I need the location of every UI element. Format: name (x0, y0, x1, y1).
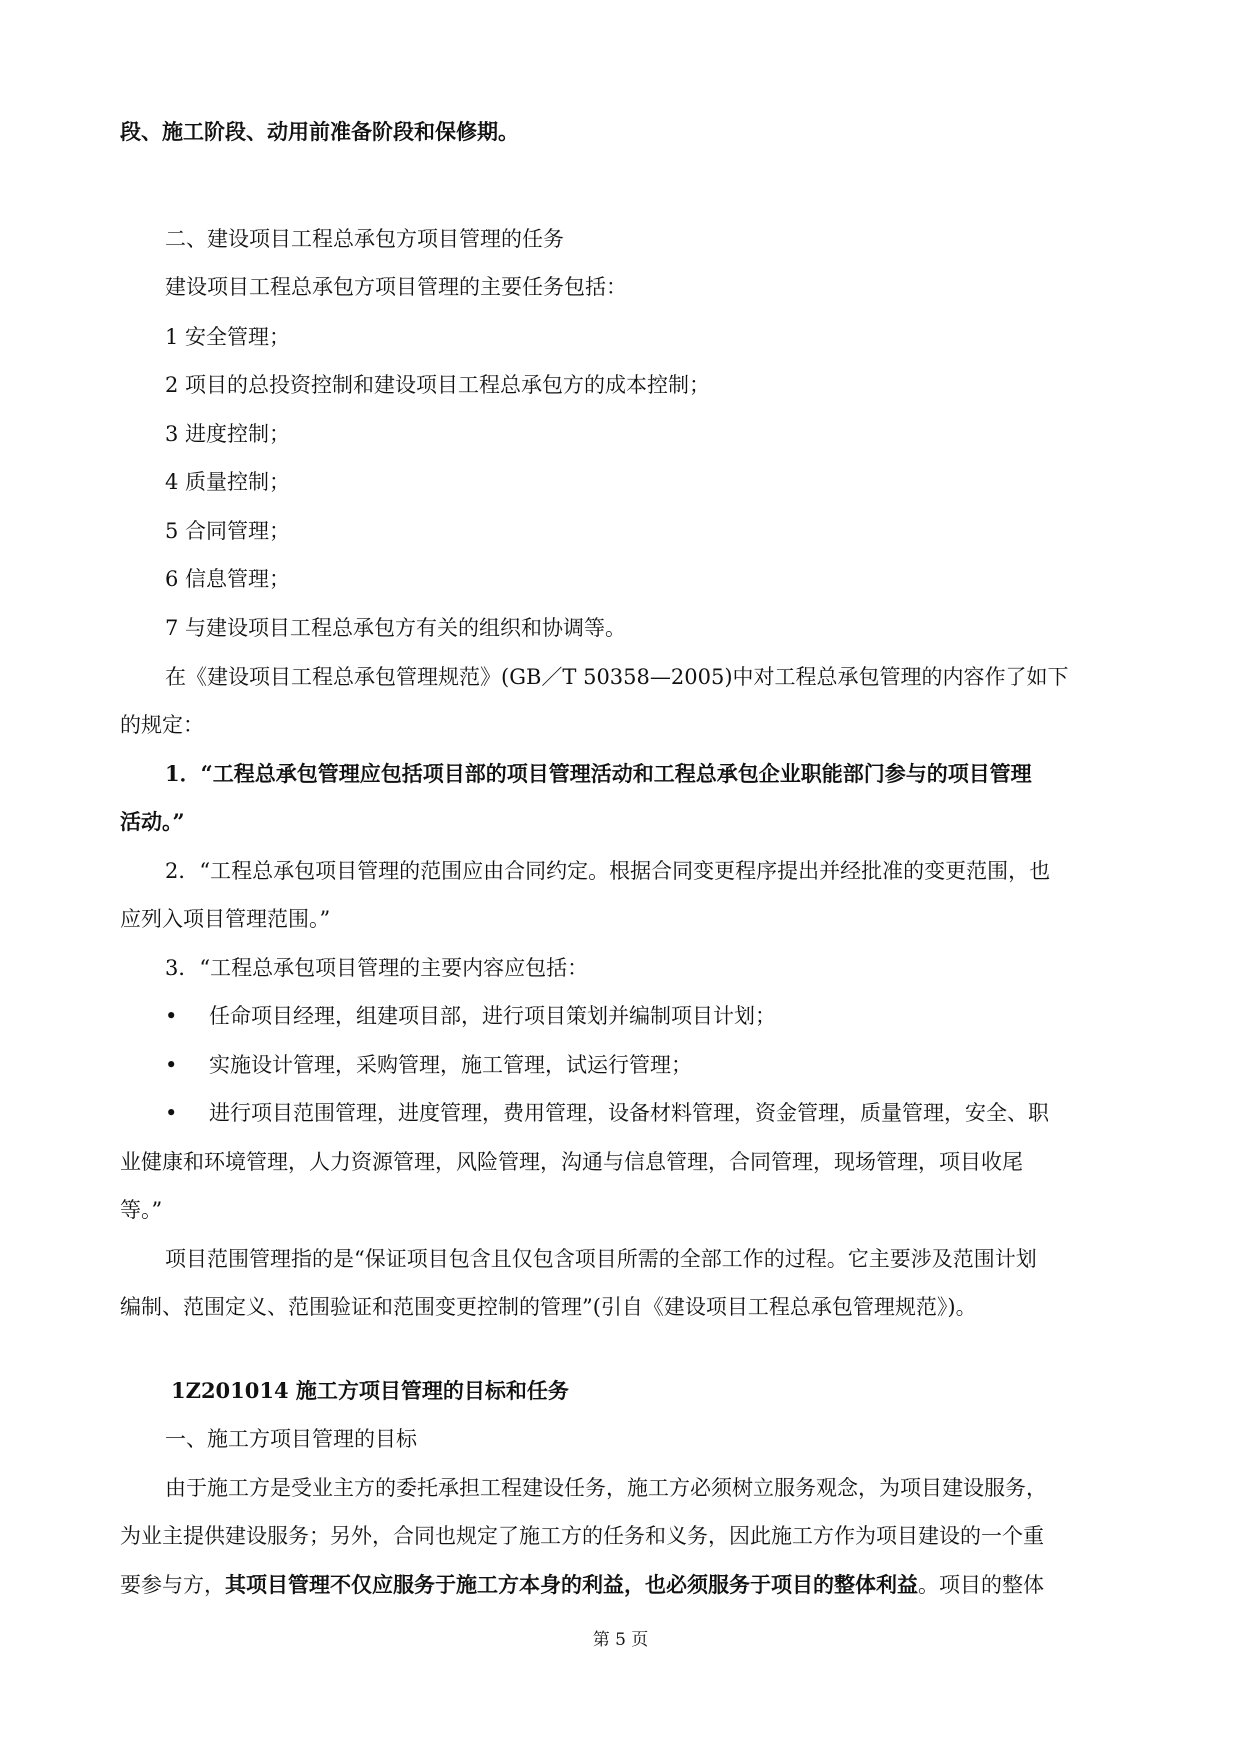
list-item: 3 进度控制； (165, 422, 291, 446)
bullet-text-continued: 等。” (120, 1198, 163, 1222)
section-heading: 一、施工方项目管理的目标 (165, 1427, 417, 1451)
paragraph-line: 的规定： (120, 713, 204, 737)
bullet-icon: • (165, 1101, 178, 1125)
list-item: 4 质量控制； (165, 470, 291, 494)
quoted-rule-line: 活动。” (120, 809, 185, 834)
list-item: 1 安全管理； (165, 325, 291, 349)
paragraph-line: 项目范围管理指的是“保证项目包含且仅包含项目所需的全部工作的过程。它主要涉及范围计划 (165, 1247, 1037, 1271)
paragraph-line: 由于施工方是受业主方的委托承担工程建设任务，施工方必须树立服务观念，为项目建设服务， (165, 1476, 1047, 1500)
quoted-rule-line: 应列入项目管理范围。” (120, 907, 331, 931)
page-number: 第 5 页 (592, 1630, 649, 1650)
paragraph-line: 为业主提供建设服务；另外，合同也规定了施工方的任务和义务，因此施工方作为项目建设的一个重 (120, 1524, 1044, 1548)
quoted-rule-line: 1．“工程总承包管理应包括项目部的项目管理活动和工程总承包企业职能部门参与的项目管理 (165, 761, 1032, 786)
text-run: 。项目的整体 (918, 1573, 1044, 1597)
bullet-item (165, 1050, 692, 1080)
quoted-rule-line: 3．“工程总承包项目管理的主要内容应包括： (165, 956, 589, 980)
list-item: 7 与建设项目工程总承包方有关的组织和协调等。 (165, 616, 627, 640)
continued-text-line: 段、施工阶段、动用前准备阶段和保修期。 (120, 119, 519, 144)
bullet-text: 实施设计管理，采购管理，施工管理，试运行管理； (209, 1053, 692, 1077)
section-code-heading: 1Z201014 施工方项目管理的目标和任务 (171, 1378, 569, 1403)
paragraph-line: 建设项目工程总承包方项目管理的主要任务包括： (165, 275, 627, 299)
text-run: 要参与方， (120, 1573, 225, 1597)
list-item: 6 信息管理； (165, 567, 291, 591)
bullet-icon: • (165, 1053, 178, 1077)
list-item: 5 合同管理； (165, 519, 291, 543)
paragraph-line: 在《建设项目工程总承包管理规范》(GB／T 50358—2005)中对工程总承包管理的内容作了如下 (165, 665, 1069, 689)
bullet-text: 任命项目经理，组建项目部，进行项目策划并编制项目计划； (209, 1004, 776, 1028)
paragraph-line (120, 1570, 1044, 1600)
bullet-text: 进行项目范围管理，进度管理，费用管理，设备材料管理，资金管理，质量管理，安全、职 (209, 1101, 1049, 1125)
emphasis-text: 其项目管理不仅应服务于施工方本身的利益，也必须服务于项目的整体利益 (225, 1572, 918, 1597)
bullet-item (165, 1001, 776, 1031)
list-item: 2 项目的总投资控制和建设项目工程总承包方的成本控制； (165, 373, 711, 397)
bullet-icon: • (165, 1004, 178, 1028)
section-heading: 二、建设项目工程总承包方项目管理的任务 (165, 227, 564, 251)
bullet-text-continued: 业健康和环境管理，人力资源管理，风险管理，沟通与信息管理，合同管理，现场管理，项目收尾 (120, 1150, 1023, 1174)
bullet-item (165, 1098, 1049, 1128)
quoted-rule-line: 2．“工程总承包项目管理的范围应由合同约定。根据合同变更程序提出并经批准的变更范围，也 (165, 859, 1051, 883)
paragraph-line: 编制、范围定义、范围验证和范围变更控制的管理”(引自《建设项目工程总承包管理规范》)。 (120, 1295, 977, 1319)
